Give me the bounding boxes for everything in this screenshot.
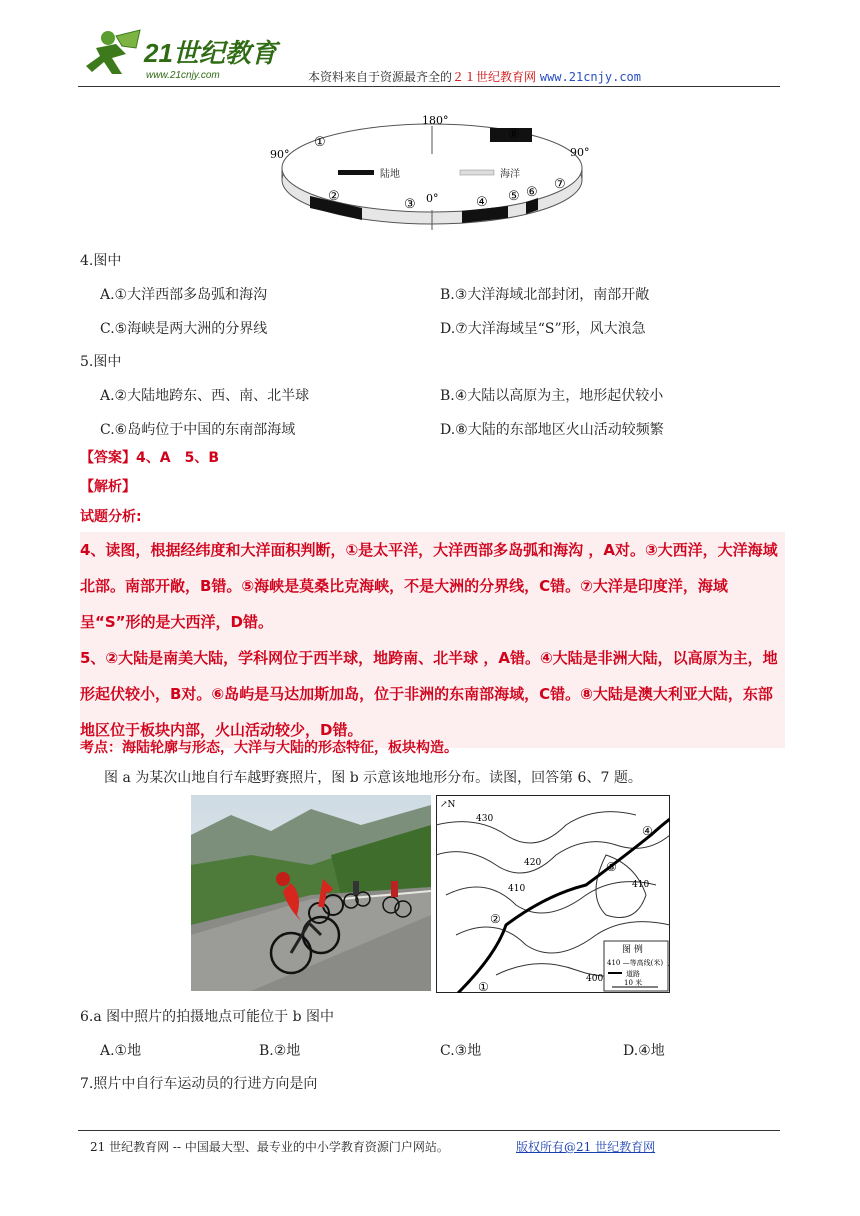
q7-stem: 7.照片中自行车运动员的行进方向是向 (80, 1076, 318, 1092)
q5-option-b: B.④大陆以高原为主，地形起伏较小 (440, 388, 664, 404)
answer-line: 【答案】4、A 5、B (80, 450, 219, 466)
footer-copyright-link[interactable]: 版权所有@21 世纪教育网 (516, 1140, 656, 1154)
label-0: 0° (426, 192, 439, 205)
q6-option-d: D.④地 (623, 1043, 665, 1059)
map-marker-3: ③ (606, 860, 617, 874)
q6-option-a: A.①地 (100, 1043, 142, 1059)
site-logo (82, 22, 282, 84)
q6-stem: 6.a 图中照片的拍摄地点可能位于 b 图中 (80, 1009, 335, 1025)
header-link[interactable]: www.21cnjy.com (539, 70, 642, 84)
map-legend-road: 道路 (626, 970, 640, 978)
analysis-intro: 试题分析: (80, 509, 142, 525)
q4-option-c: C.⑤海峡是两大洲的分界线 (100, 321, 268, 337)
marker-3: ③ (404, 197, 416, 212)
passage-intro: 图 a 为某次山地自行车越野赛照片，图 b 示意该地地形分布。读图，回答第 6、7 题。 (104, 770, 642, 786)
map-marker-2: ② (490, 912, 501, 926)
marker-2: ② (328, 189, 340, 204)
map-legend-contour: 410 —等高线(米) (607, 959, 664, 967)
map-legend-title: 图 例 (622, 945, 643, 955)
footer-left: 21 世纪教育网 -- 中国最大型、最专业的中小学教育资源门户网站。 (90, 1140, 449, 1154)
contour-map (436, 795, 670, 993)
map-marker-4: ④ (642, 824, 653, 838)
header-note: 本资料来自于资源最齐全的２１世纪教育网 www.21cnjy.com (308, 70, 642, 84)
label-90-right: 90° (570, 146, 590, 159)
contour-400: 400 (586, 974, 604, 984)
analysis-body (80, 532, 785, 748)
contour-410b: 410 (632, 880, 650, 890)
q4-option-b: B.③大洋海域北部封闭，南部开敞 (440, 287, 650, 303)
marker-6: ⑥ (526, 185, 538, 200)
analysis-point: 考点：海陆轮廓与形态，大洋与大陆的形态特征，板块构造。 (80, 740, 458, 756)
q4-option-a: A.①大洋西部多岛弧和海沟 (100, 287, 268, 303)
ocean-ring-figure (262, 112, 602, 242)
marker-7: ⑦ (554, 177, 566, 192)
marker-8: ⑧ (508, 127, 520, 142)
cycling-photo (191, 795, 431, 991)
marker-5: ⑤ (508, 189, 520, 204)
q5-stem: 5.图中 (80, 354, 122, 370)
contour-420: 420 (524, 858, 542, 868)
q6-option-b: B.②地 (259, 1043, 301, 1059)
map-marker-1: ① (478, 980, 489, 993)
legend-ocean: 海洋 (500, 169, 520, 180)
legend-land: 陆地 (380, 169, 400, 180)
analysis-q4: 4、读图，根据经纬度和大洋面积判断，①是太平洋，大洋西部多岛弧和海沟 ，A对。③大西洋，大洋海域北部。南部开敞，B错。⑤海峡是莫桑比克海峡，不是大洲的分界线，C错。⑦大洋是印度洋，海域呈“S”形的是大西洋，D错。 (80, 541, 778, 631)
logo-url: www.21cnjy.com (146, 70, 220, 81)
north-arrow: ↗N (440, 800, 456, 810)
map-scale: 10 米 (624, 979, 643, 987)
q5-option-a: A.②大陆地跨东、西、南、北半球 (100, 388, 310, 404)
analysis-q5: 5、②大陆是南美大陆，学科网位于西半球，地跨南、北半球 ，A错。④大陆是非洲大陆，以高原为主，地形起伏较小，B对。⑥岛屿是马达加斯加岛，位于非洲的东南部海域，C错。⑧大陆是澳大利亚大陆，东部地区位于板块内部，火山活动较少，D错。 (80, 649, 778, 739)
marker-4: ④ (476, 195, 488, 210)
q5-option-d: D.⑧大陆的东部地区火山活动较频繁 (440, 422, 664, 438)
analysis-label: 【解析】 (80, 479, 136, 495)
contour-410a: 410 (508, 884, 526, 894)
contour-430: 430 (476, 814, 494, 824)
label-90-left: 90° (270, 148, 290, 161)
q4-option-d: D.⑦大洋海域呈“S”形，风大浪急 (440, 321, 646, 337)
q5-option-c: C.⑥岛屿位于中国的东南部海域 (100, 422, 296, 438)
q4-stem: 4.图中 (80, 253, 122, 269)
marker-1: ① (314, 135, 326, 150)
footer-rule (78, 1130, 780, 1131)
header-rule (78, 86, 780, 87)
logo-text: 21世纪教育 (144, 38, 277, 68)
q6-option-c: C.③地 (440, 1043, 482, 1059)
label-180: 180° (422, 114, 449, 127)
